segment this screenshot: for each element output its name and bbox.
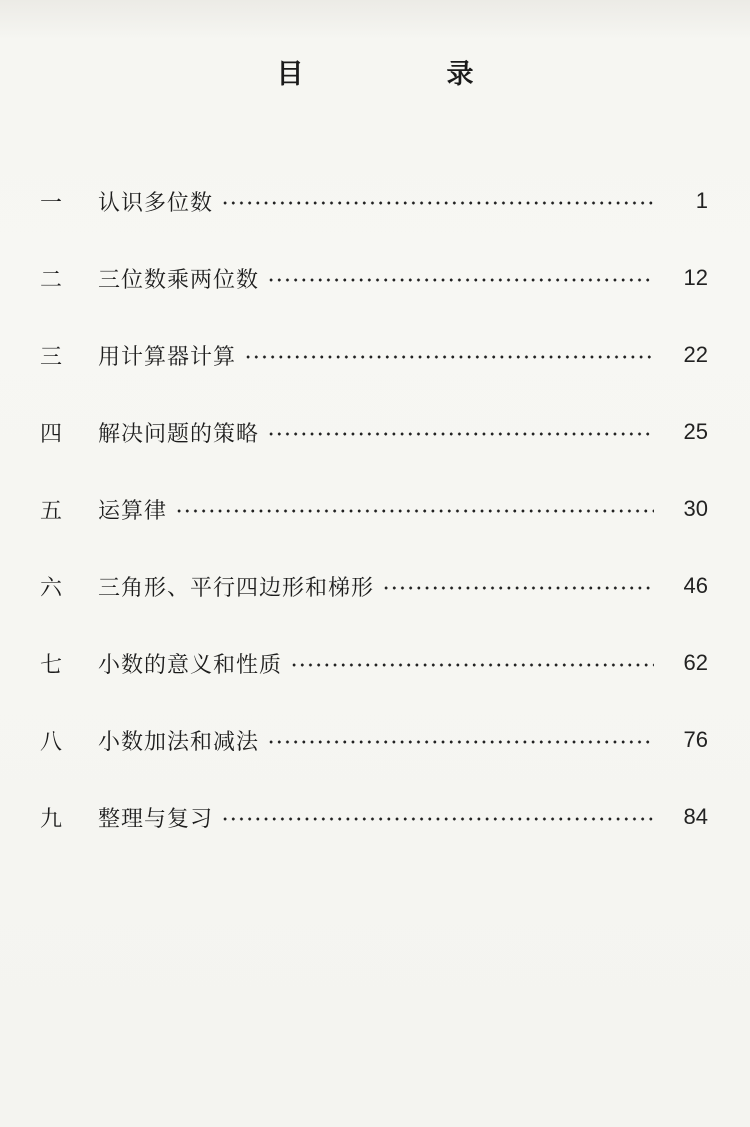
chapter-number: 二	[40, 267, 63, 293]
table-of-contents	[40, 178, 708, 871]
toc-entry[interactable]	[40, 717, 708, 763]
chapter-number: 七	[40, 652, 63, 678]
chapter-number: 八	[40, 729, 63, 755]
page-title: 目 录	[276, 59, 532, 90]
page-number: 30	[683, 496, 708, 521]
chapter-title: 整理与复习	[98, 806, 214, 832]
page-number: 1	[695, 188, 708, 213]
chapter-title: 三位数乘两位数	[98, 267, 260, 293]
chapter-number: 六	[40, 575, 63, 601]
chapter-number: 一	[40, 190, 63, 216]
dot-leader	[267, 740, 654, 744]
toc-entry[interactable]	[40, 178, 708, 224]
toc-entry[interactable]	[40, 563, 708, 609]
page-number: 46	[683, 573, 708, 598]
toc-entry[interactable]	[40, 332, 708, 378]
chapter-number: 三	[40, 344, 63, 370]
chapter-title: 认识多位数	[98, 190, 214, 216]
page-number: 76	[683, 727, 708, 752]
chapter-title: 解决问题的策略	[98, 421, 260, 447]
chapter-number: 九	[40, 806, 63, 832]
chapter-title: 小数加法和减法	[98, 729, 260, 755]
toc-entry[interactable]	[40, 255, 708, 301]
chapter-title: 小数的意义和性质	[98, 652, 283, 678]
page-number: 25	[683, 419, 708, 444]
page-number: 62	[683, 650, 708, 675]
page-number: 22	[683, 342, 708, 367]
page-number: 84	[683, 804, 708, 829]
toc-entry[interactable]	[40, 486, 708, 532]
page-number: 12	[683, 265, 708, 290]
toc-entry[interactable]	[40, 794, 708, 840]
chapter-number: 五	[40, 498, 63, 524]
chapter-title: 运算律	[98, 498, 168, 524]
dot-leader	[382, 586, 654, 590]
chapter-number: 四	[40, 421, 63, 447]
dot-leader	[221, 201, 654, 205]
dot-leader	[175, 509, 654, 513]
dot-leader	[290, 663, 654, 667]
chapter-title: 三角形、平行四边形和梯形	[98, 575, 375, 601]
dot-leader	[244, 355, 654, 359]
toc-entry[interactable]	[40, 640, 708, 686]
toc-entry[interactable]	[40, 409, 708, 455]
dot-leader	[221, 817, 654, 821]
dot-leader	[267, 432, 654, 436]
dot-leader	[267, 278, 654, 282]
chapter-title: 用计算器计算	[98, 344, 237, 370]
